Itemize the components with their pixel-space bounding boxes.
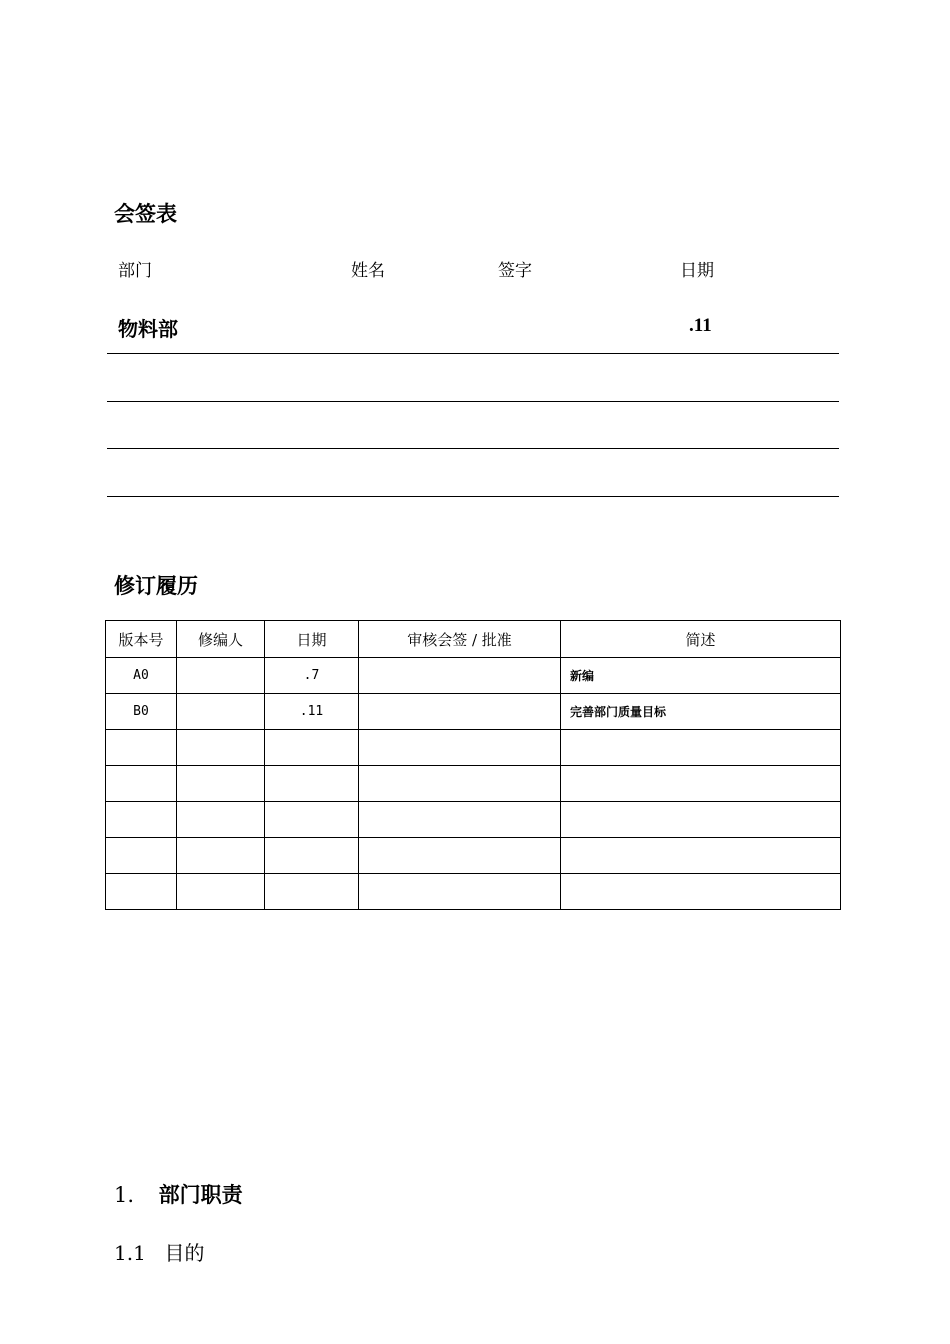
revision-cell-version: [106, 766, 177, 802]
revision-cell-approval: [359, 658, 561, 694]
revision-cell-version: [106, 730, 177, 766]
section-1-1-number: 1.1: [114, 1241, 146, 1265]
signoff-row-divider: [107, 401, 839, 402]
revision-cell-date: .7: [265, 658, 359, 694]
signoff-col-dept: 部门: [118, 261, 152, 281]
revision-cell-date: .11: [265, 694, 359, 730]
revision-cell-editor: [177, 838, 265, 874]
revision-cell-summary: [561, 766, 841, 802]
revision-cell-summary: [561, 730, 841, 766]
revision-cell-summary: 新编: [561, 658, 841, 694]
revision-cell-approval: [359, 766, 561, 802]
table-row: [106, 874, 841, 910]
section-1-1-heading: [114, 1237, 205, 1266]
revision-cell-date: [265, 766, 359, 802]
signoff-title: 会签表: [114, 201, 177, 226]
revision-header-date: 日期: [265, 621, 359, 658]
revision-cell-summary: [561, 838, 841, 874]
signoff-col-date: 日期: [680, 261, 714, 281]
section-1-heading: [114, 1179, 243, 1209]
table-row: [106, 766, 841, 802]
revision-header-version: 版本号: [106, 621, 177, 658]
revision-cell-editor: [177, 766, 265, 802]
signoff-col-signature: 签字: [498, 261, 532, 281]
revision-header-row: [106, 621, 841, 658]
revision-cell-version: [106, 802, 177, 838]
table-row: [106, 730, 841, 766]
revision-header-editor: 修编人: [177, 621, 265, 658]
section-1-title: 部门职责: [158, 1182, 243, 1207]
revision-cell-date: [265, 730, 359, 766]
revision-cell-approval: [359, 874, 561, 910]
revision-cell-date: [265, 802, 359, 838]
table-row: [106, 802, 841, 838]
section-1-1-title: 目的: [164, 1241, 205, 1265]
revision-cell-editor: [177, 874, 265, 910]
signoff-row-date: .11: [689, 315, 712, 336]
section-1-number: 1.: [114, 1183, 135, 1207]
revision-cell-approval: [359, 694, 561, 730]
table-row: [106, 838, 841, 874]
revision-title: 修订履历: [114, 573, 198, 598]
revision-cell-editor: [177, 694, 265, 730]
revision-cell-version: [106, 838, 177, 874]
revision-cell-summary: [561, 802, 841, 838]
signoff-row-divider: [107, 353, 839, 354]
revision-cell-editor: [177, 802, 265, 838]
revision-cell-version: A0: [106, 658, 177, 694]
revision-cell-date: [265, 874, 359, 910]
revision-cell-approval: [359, 802, 561, 838]
signoff-row-dept: 物料部: [118, 317, 178, 341]
revision-cell-date: [265, 838, 359, 874]
revision-cell-approval: [359, 838, 561, 874]
table-row: [106, 694, 841, 730]
revision-cell-editor: [177, 730, 265, 766]
revision-cell-version: B0: [106, 694, 177, 730]
signoff-row-divider: [107, 496, 839, 497]
signoff-row-divider: [107, 448, 839, 449]
revision-cell-editor: [177, 658, 265, 694]
revision-cell-version: [106, 874, 177, 910]
table-row: [106, 658, 841, 694]
revision-header-approval: 审核会签 / 批准: [359, 621, 561, 658]
revision-cell-summary: 完善部门质量目标: [561, 694, 841, 730]
revision-header-summary: 简述: [561, 621, 841, 658]
revision-table: [105, 620, 841, 910]
revision-cell-summary: [561, 874, 841, 910]
signoff-col-name: 姓名: [351, 261, 385, 281]
revision-cell-approval: [359, 730, 561, 766]
